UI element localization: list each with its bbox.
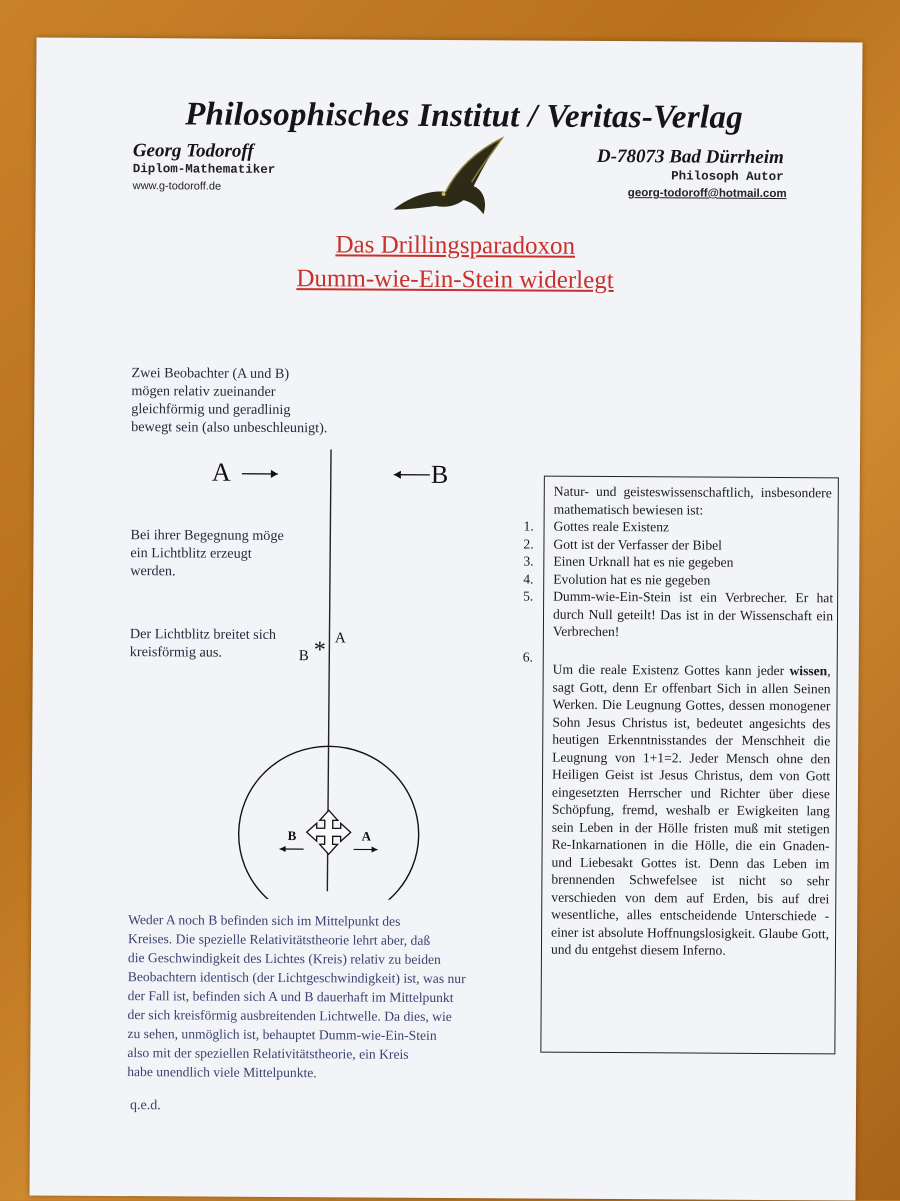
list-item — [523, 535, 833, 554]
list-item-number: 2. — [523, 535, 553, 553]
para6-before: Um die reale Existenz Gottes kann jeder — [553, 662, 785, 678]
list-item-text: Evolution hat es nie gegeben — [553, 570, 833, 589]
list-item-text: Einen Urknall hat es nie gegeben — [553, 553, 833, 572]
list-item — [523, 587, 833, 641]
intro-line: gleichförmig und geradlinig — [131, 400, 391, 420]
author-email: georg-todoroff@hotmail.com — [628, 187, 787, 200]
list-item-number: 3. — [523, 552, 553, 570]
claims-list — [523, 517, 834, 667]
list-item-number: 4. — [523, 570, 553, 588]
conclusion-line: habe unendlich viele Mittelpunkte. — [127, 1062, 557, 1084]
author-name: Georg Todoroff — [133, 140, 254, 163]
list-item-text: Dumm-wie-Ein-Stein ist ein Verbrecher. Er hat durch Null geteilt! Das ist in der Wissenschaft ein Verbrechen! — [553, 588, 833, 642]
list-item — [523, 552, 833, 571]
list-item-number: 5. — [523, 587, 553, 640]
conclusion-line: die Geschwindigkeit des Lichtes (Kreis) relativ zu beiden — [128, 948, 558, 970]
list-item-text: Gott ist der Verfasser der Bibel — [553, 535, 833, 554]
author-role: Philosoph Autor — [671, 169, 784, 184]
list-item — [524, 517, 834, 536]
document-sheet — [29, 37, 862, 1200]
conclusion-line: also mit der speziellen Relativitätstheorie, ein Kreis — [127, 1043, 557, 1065]
conclusion-line: Kreises. Die spezielle Relativitätstheorie lehrt aber, daß — [128, 929, 558, 951]
document-title-line2: Dumm-wie-Ein-Stein widerlegt — [215, 265, 695, 296]
author-profession: Diplom-Mathematiker — [133, 162, 276, 177]
spread-line: kreisförmig aus. — [130, 643, 330, 662]
conclusion-line: zu sehen, unmöglich ist, behauptet Dumm-wie-Ein-Stein — [127, 1024, 557, 1046]
qed-mark: q.e.d. — [130, 1098, 161, 1114]
list-item-text: Gottes reale Existenz — [554, 518, 834, 537]
intro-line: bewegt sein (also unbeschleunigt). — [131, 418, 391, 438]
eagle-logo-icon — [387, 132, 508, 223]
flash-label-a: A — [335, 630, 346, 646]
intro-line: Zwei Beobachter (A und B) — [131, 364, 391, 384]
flash-label-b: B — [299, 648, 309, 664]
para6-after: , sagt Gott, denn Er offenbart Sich in allen Seinen Werken. Die Leugnung Gottes, dessen monogener Sohn Jesus Christus ist, bedeutet angesichts des heutigen Erkenntnisstandes der Menschheit die Leugnung von 1+1=2. Jeder Mensch ohne den Heiligen Geist ist Jesus Christus, dem von Gott eingesetzten Herrscher und Richter über diese Schöpfung, fremd, weshalb er Ewigkeiten lang sein Leben in der Hölle fristen muß mit stetigen Re-Inkarnationen in die Hölle, die ein Gnaden- und Liebesakt Gottes ist. Denn das Leben im brennenden Schwefelsee ist nicht so sehr verschieden von dem auf Erden, bis auf drei wesentliche, alles entscheidende Unterschiede - einer ist absolute Hoffnungslosigkeit. Glaube Gott, und du entgehst diesem Inferno. — [551, 663, 831, 957]
conclusion-line: Weder A noch B befinden sich im Mittelpunkt des — [128, 910, 558, 932]
intro-line: mögen relativ zueinander — [131, 382, 391, 402]
encounter-line: werden. — [130, 562, 330, 581]
claims-intro: Natur- und geisteswissenschaftlich, insbesondere mathematisch bewiesen ist: — [554, 483, 832, 520]
circle-label-a: A — [362, 828, 372, 843]
list-item-number: 1. — [524, 517, 554, 535]
institute-title: Philosophisches Institut / Veritas-Verlag — [139, 96, 789, 137]
conclusion-line: Beobachtern identisch (der Lichtgeschwindigkeit) ist, was nur — [128, 967, 558, 989]
publisher-city: D-78073 Bad Dürrheim — [597, 146, 784, 169]
author-website: www.g-todoroff.de — [133, 180, 222, 193]
conclusion-text — [127, 910, 558, 1084]
relativity-diagram — [191, 448, 504, 900]
list-item — [523, 570, 833, 589]
document-title-line1: Das Drillingsparadoxon — [215, 231, 695, 262]
conclusion-line: der sich kreisförmig ausbreitenden Lichtwelle. Da dies, wie — [128, 1005, 558, 1027]
intro-text — [131, 364, 391, 438]
list-item-number: 6. — [523, 648, 553, 666]
flash-star-icon: * — [314, 637, 326, 663]
circle-label-b: B — [288, 828, 297, 843]
encounter-line: Bei ihrer Begegnung möge — [130, 526, 330, 545]
label-observer-a: A — [212, 458, 231, 487]
label-observer-b: B — [431, 460, 449, 489]
claim-six-paragraph — [551, 661, 831, 960]
expansion-cross-icon — [307, 810, 351, 854]
conclusion-line: der Fall ist, befinden sich A und B dauerhaft im Mittelpunkt — [128, 986, 558, 1008]
spread-line: Der Lichtblitz breitet sich — [130, 625, 330, 644]
encounter-line: ein Lichtblitz erzeugt — [130, 544, 330, 563]
para6-bold: wissen — [789, 663, 827, 678]
